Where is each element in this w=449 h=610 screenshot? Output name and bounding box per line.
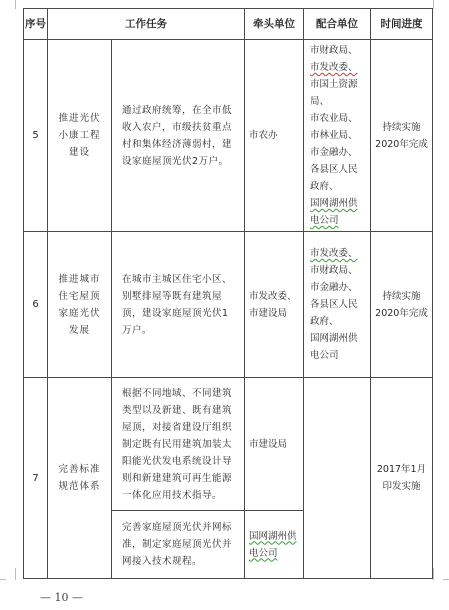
crop-mark xyxy=(433,0,443,9)
crop-mark xyxy=(0,579,6,580)
crop-mark xyxy=(6,0,16,9)
progress: 持续实施2020年完成 xyxy=(371,232,433,378)
row-number: 5 xyxy=(24,40,48,232)
task-content: 在城市主城区住宅小区、别墅排屋等既有建筑屋顶，建设家庭屋顶光伏1万户。 xyxy=(112,232,245,378)
coop-unit: 市国土资源局、 xyxy=(310,79,358,107)
page-number: — 10 — xyxy=(40,591,83,604)
header-num: 序号 xyxy=(24,9,48,40)
table-row xyxy=(24,40,433,232)
lead-unit: 市农办 xyxy=(245,40,304,232)
row-number: 7 xyxy=(24,378,48,579)
task-content: 通过政府统筹，在全市低收入农户，市级扶贫重点村和集体经济薄弱村，建设家庭屋顶光伏2万户。 xyxy=(112,40,245,232)
crop-mark xyxy=(6,568,16,580)
header-lead: 牵头单位 xyxy=(245,9,304,40)
coop-unit: 市金融办、 xyxy=(310,282,358,293)
task-table xyxy=(23,8,433,579)
coop-unit: 各县区人民政府、 xyxy=(310,299,358,327)
task-name: 推进城市住宅屋顶家庭光伏发展 xyxy=(48,232,112,378)
task-name: 完善标准规范体系 xyxy=(48,378,112,579)
coop-unit: 市发改委、 xyxy=(310,62,358,73)
table-row xyxy=(24,378,433,511)
table-row xyxy=(24,232,433,378)
coop-unit: 各县区人民政府、 xyxy=(310,164,358,192)
task-content: 完善家庭屋顶光伏并网标准，制定家庭屋顶光伏并网接入技术规程。 xyxy=(112,511,245,579)
task-content: 根据不同地域、不同建筑类型以及新建、既有建筑屋顶，对接省建设厅组织制定既有民用建筑加装太阳能光伏发电系统设计导则和新建建筑可再生能源一体化应用技术指导。 xyxy=(112,378,245,511)
lead-unit: 市发改委、市建设局 xyxy=(245,232,304,378)
coop-unit: 市农业局、 xyxy=(310,113,358,124)
coop-unit: 市财政局、 xyxy=(310,265,358,276)
coop-unit: 市财政局、 xyxy=(310,45,358,56)
coop-units xyxy=(304,378,371,579)
coop-unit: 市林业局、 xyxy=(310,130,358,141)
progress: 持续实施2020年完成 xyxy=(371,40,433,232)
lead-unit: 国网湖州供电公司 xyxy=(245,511,304,579)
task-name: 推进光伏小康工程建设 xyxy=(48,40,112,232)
coop-units xyxy=(304,40,371,232)
coop-unit: 国网湖州供电公司 xyxy=(310,198,358,226)
row-number: 6 xyxy=(24,232,48,378)
header-coop: 配合单位 xyxy=(304,9,371,40)
crop-mark xyxy=(433,568,443,580)
coop-unit: 国网湖州供电公司 xyxy=(310,333,358,361)
coop-unit: 市金融办、 xyxy=(310,147,358,158)
header-row xyxy=(24,9,433,40)
lead-unit: 市建设局 xyxy=(245,378,304,511)
progress: 2017年1月印发实施 xyxy=(371,378,433,579)
coop-units xyxy=(304,232,371,378)
header-progress: 时间进度 xyxy=(371,9,433,40)
coop-unit: 市发改委、 xyxy=(310,248,358,259)
header-task: 工作任务 xyxy=(48,9,245,40)
crop-mark xyxy=(443,579,449,580)
